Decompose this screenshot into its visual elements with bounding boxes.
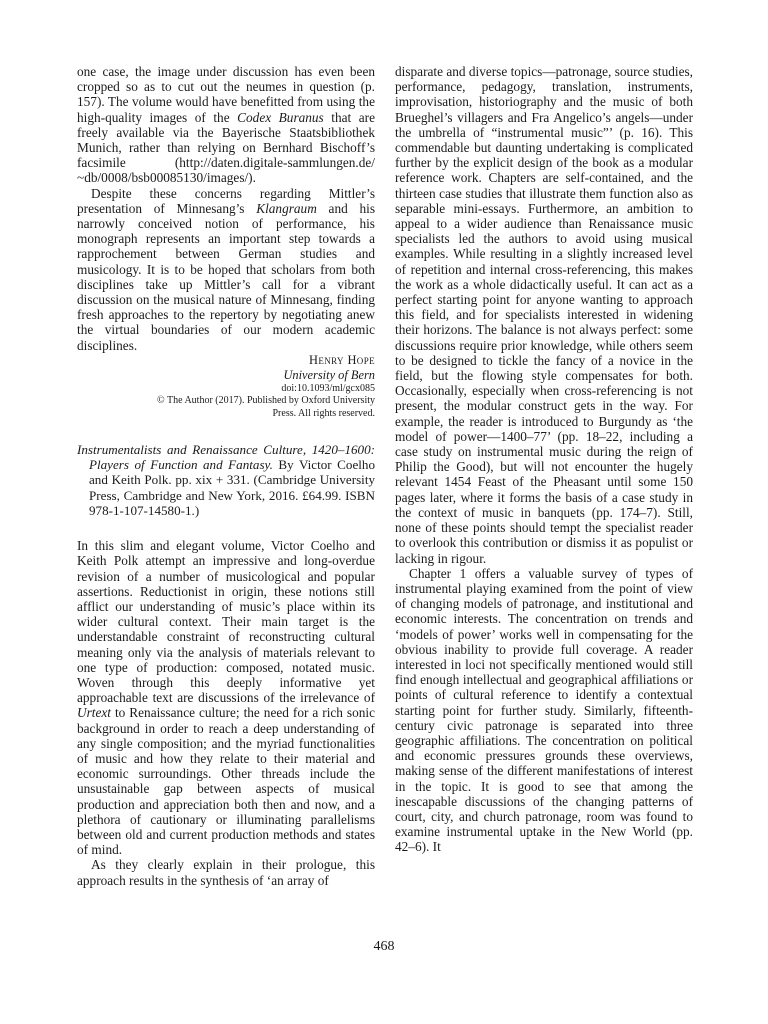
page-number: 468 [373, 939, 395, 954]
reviewer-name: Henry Hope [309, 352, 375, 367]
italic-text: Codex Buranus [237, 109, 324, 125]
right-column [395, 64, 693, 855]
italic-text: Instrumentalists and Renaissance Culture, 1420–1600: Players of Function and Fantasy. [77, 442, 375, 473]
reviewer-institution: University of Bern [283, 367, 375, 382]
body-paragraph: disparate and diverse topics—patronage, source studies, performance, pedagogy, translation, instruments, improvisation, historiography and the music of both Brueghel’s villagers and Fra Angelico’s angels—under the umbrella of “instrumental music”’ (p. 16). This commendable but daunting undertaking is complicated further by the explicit design of the book as a modular reference work. Chapters are self-contained, and the thirteen case studies that illustrate them function also as separable mini-essays. Furthermore, an ambition to appeal to a wider audience than Renaissance music specialists led the authors to avoid using musical examples. While resulting in a slightly increased level of repetition and internal cross-referencing, this makes the work as a whole didactically useful. It can act as a perfect starting point for anyone wanting to approach this field, and for specialists interested in widening their horizons. The balance is not always perfect: some discussions require prior knowledge, while others seem to be designed to tickle the fancy of a novice in the field, but the flowing style compensates for both. Occasionally, especially when cross-referencing is not present, the modular construct gets in the way. For example, the reader is introduced to Burgundy as ‘the model of power—1400–77’ (pp. 18–22, including a case study on instrumental music during the reign of Philip the Good), but will not encounter the hugely relevant 1454 Feast of the Pheasant until some 150 pages later, where it forms the basis of a case study in the context of music in banquets (pp. 174–7). Still, none of these points should tempt the specialist reader to overlook this contribution or dismiss it as populist or lacking in rigour. [395, 64, 693, 566]
body-paragraph: In this slim and elegant volume, Victor Coelho and Keith Polk attempt an impressive and long-overdue revision of a number of musicological and popular assertions. Reductionist in origin, these notions still afflict our understanding of music’s place within its wider cultural context. Their main target is the understandable constraint of reconstructing cultural meaning only via the analysis of materials relevant to one type of production: composed, notated music. Woven through this deeply informative yet approachable text are discussions of the irrelevance of Urtext to Renaissance culture; the need for a rich sonic background in order to reach a deep understanding of any single composition; and the myriad functionalities of music and how they relate to their material and economic surroundings. Other threads include the unsustainable gap between aspects of musical production and appreciation both then and now, and a plethora of cautionary or illuminating parallelisms between old and current production methods and states of mind. [77, 538, 375, 858]
italic-text: Urtext [77, 705, 111, 721]
page-body [77, 64, 693, 994]
copyright-line: Press. All rights reserved. [272, 407, 375, 419]
italic-text: Klangraum [256, 200, 317, 216]
body-paragraph: Chapter 1 offers a valuable survey of types of instrumental playing examined from the point of view of changing models of patronage, and institutional and economic interests. The concentration on trends and ‘models of power’ works well in compensating for the obvious inability to provide full coverage. A reader interested in loci not specifically mentioned would still find enough intellectual and geographical affiliations or points of cultural reference to identify a contextual starting point for further study. Similarly, fifteenth-century civic patronage is separated into three geographic affiliations. The concentration on political and economic pressures grounds these overviews, making sense of the different manifestations of interest in the topic. It is good to see that among the inescapable discussions of the changing patterns of court, city, and church patronage, room was found to examine instrumental uptake in the New World (pp. 42–6). It [395, 565, 693, 855]
doi-line: doi:10.1093/ml/gcx085 [281, 382, 375, 394]
review-heading: Instrumentalists and Renaissance Culture, 1420–1600: Players of Function and Fantasy. By Victor Coelho and Keith Polk. pp. xix + 331. (Cambridge University Press, Cambridge and New York, 2016. £64.99. ISBN 978-1-107-14580-1.) [77, 442, 375, 518]
left-column [77, 64, 375, 888]
body-paragraph: As they clearly explain in their prologue, this approach results in the synthesis of ‘an array of [77, 857, 375, 888]
copyright-line: © The Author (2017). Published by Oxford University [157, 395, 375, 407]
body-paragraph: one case, the image under discussion has even been cropped so as to cut out the neumes in question (p. 157). The volume would have benefitted from using the high-quality images of the Codex Buranus that are freely available via the Bayerische Staatsbibliothek Munich, rather than relying on Bernhard Bischoff’s facsimile (http://daten.digitale-sammlungen.de/ ~db/0008/bsb00085130/images/). [77, 64, 375, 186]
body-paragraph: Despite these concerns regarding Mittler’s presentation of Minnesang’s Klangraum and his narrowly conceived notion of performance, his monograph represents an important step towards a rapprochement between German studies and musicology. It is to be hoped that scholars from both disciplines take up Mittler’s call for a vibrant discussion on the musical nature of Minnesang, finding fresh approaches to the repertory by negotiating anew the virtual boundaries of our modern academic disciplines. [77, 185, 375, 353]
